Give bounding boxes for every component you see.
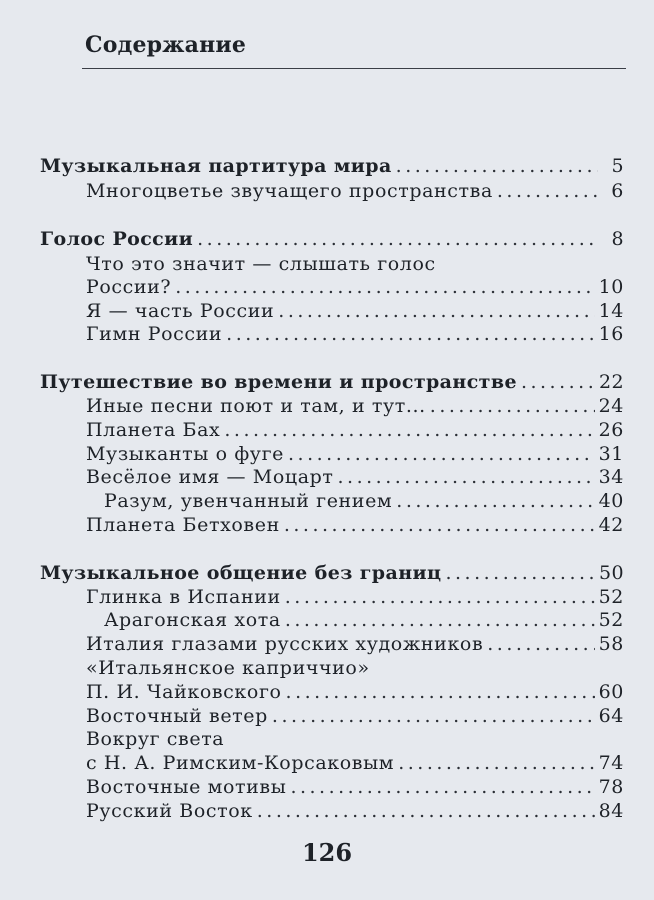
leader-dots	[487, 632, 594, 656]
item-title: Разум, увенчанный гением	[104, 490, 393, 512]
toc-item	[86, 751, 624, 775]
leader-dots	[290, 775, 594, 799]
page-ref: 10	[598, 276, 624, 298]
item-title: П. И. Чайковского	[86, 681, 282, 703]
toc-section	[40, 561, 624, 585]
toc-item	[86, 418, 624, 442]
toc-item	[86, 299, 624, 323]
item-title: Италия глазами русских художников	[86, 633, 484, 655]
toc-item	[86, 465, 624, 489]
heading-rule	[82, 68, 626, 69]
leader-dots	[286, 680, 595, 704]
leader-dots	[288, 442, 595, 466]
leader-dots	[396, 154, 598, 178]
leader-dots	[224, 418, 594, 442]
item-title: России?	[86, 276, 172, 298]
toc-item	[86, 275, 624, 299]
item-title: Арагонская хота	[104, 609, 281, 631]
toc-item	[86, 680, 624, 704]
page-ref: 78	[598, 776, 624, 798]
page-ref: 5	[611, 155, 624, 177]
leader-dots	[284, 513, 595, 537]
page-ref: 52	[598, 586, 624, 608]
item-title: Глинка в Испании	[86, 586, 281, 608]
item-title: Я — часть России	[86, 300, 275, 322]
leader-dots	[445, 561, 595, 585]
leader-dots	[175, 275, 594, 299]
item-title-line1: Что это значит — слышать голос	[86, 253, 436, 275]
toc-item	[86, 394, 624, 418]
toc-section	[40, 227, 624, 251]
leader-dots	[396, 489, 594, 513]
leader-dots	[338, 465, 595, 489]
toc-item	[86, 632, 624, 656]
leader-dots	[430, 394, 595, 418]
leader-dots	[278, 299, 594, 323]
leader-dots	[272, 704, 595, 728]
page-ref: 64	[598, 705, 624, 727]
page-ref: 22	[599, 371, 624, 393]
item-title-line1: «Итальянское каприччио»	[86, 657, 370, 679]
toc-item	[86, 704, 624, 728]
item-title: Планета Бетховен	[86, 514, 280, 536]
section-title: Музыкальная партитура мира	[40, 155, 392, 177]
leader-dots	[197, 227, 598, 251]
page-ref: 40	[598, 490, 624, 512]
section-title: Музыкальное общение без границ	[40, 562, 442, 584]
toc-section	[40, 154, 624, 178]
leader-dots	[497, 179, 598, 203]
page-ref: 84	[598, 800, 624, 822]
page-ref: 24	[598, 395, 624, 417]
toc-item	[86, 322, 624, 346]
page-ref: 26	[598, 419, 624, 441]
page-ref: 16	[598, 323, 624, 345]
toc-section	[40, 370, 624, 394]
leader-dots	[398, 751, 594, 775]
page-number: 126	[301, 838, 353, 867]
item-title: Музыканты о фуге	[86, 443, 284, 465]
leader-dots	[226, 322, 594, 346]
item-title: Гимн России	[86, 323, 223, 345]
leader-dots	[257, 799, 595, 823]
page-ref: 6	[611, 180, 624, 202]
item-title-line1: Вокруг света	[86, 728, 225, 750]
toc-item	[86, 799, 624, 823]
toc-heading: Содержание	[85, 32, 247, 58]
page-ref: 74	[598, 752, 624, 774]
page-ref: 34	[598, 466, 624, 488]
toc-item	[86, 513, 624, 537]
section-title: Путешествие во времени и пространстве	[40, 371, 517, 393]
page-ref: 52	[598, 609, 624, 631]
toc-item	[86, 179, 624, 203]
leader-dots	[285, 608, 595, 632]
page-ref: 58	[598, 633, 624, 655]
page-ref: 31	[598, 443, 624, 465]
item-title: Иные песни поют и там, и тут...	[86, 395, 426, 417]
leader-dots	[285, 585, 595, 609]
item-title: Весёлое имя — Моцарт	[86, 466, 334, 488]
item-title: Восточный ветер	[86, 705, 268, 727]
page-ref: 8	[611, 228, 624, 250]
item-title: Многоцветье звучащего пространства	[86, 180, 493, 202]
page-ref: 60	[598, 681, 624, 703]
page-ref: 14	[598, 300, 624, 322]
toc-item	[86, 775, 624, 799]
page-ref: 42	[598, 514, 624, 536]
item-title: Русский Восток	[86, 800, 253, 822]
item-title: Планета Бах	[86, 419, 221, 441]
section-title: Голос России	[40, 228, 194, 250]
item-title: с Н. А. Римским-Корсаковым	[86, 752, 395, 774]
page-ref: 50	[599, 562, 624, 584]
item-title: Восточные мотивы	[86, 776, 287, 798]
leader-dots	[521, 370, 595, 394]
toc-item	[86, 442, 624, 466]
toc-item	[104, 608, 624, 632]
toc-item	[104, 489, 624, 513]
toc-item	[86, 585, 624, 609]
